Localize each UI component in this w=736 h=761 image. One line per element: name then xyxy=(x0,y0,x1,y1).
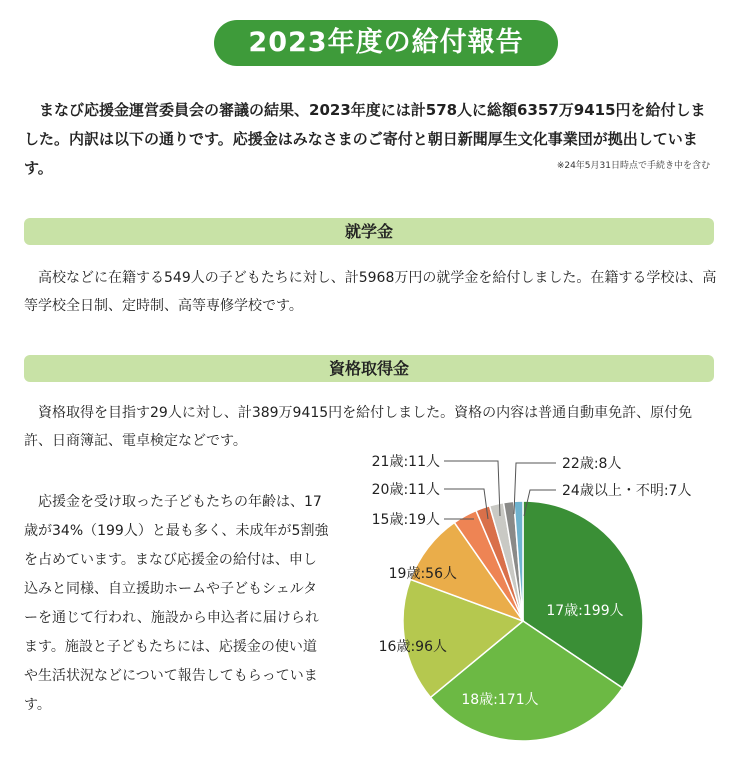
section-heading-qualification: 資格取得金 xyxy=(24,355,714,382)
intro-footnote: ※24年5月31日時点で手続き中を含む xyxy=(556,161,710,171)
qualification-paragraph: 資格取得を目指す29人に対し、計389万9415円を給付しました。資格の内容は普通自動車免許、原付免許、日商簿記、電卓検定などです。 xyxy=(24,405,693,449)
pie-slice-label: 16歳:96人 xyxy=(378,639,447,655)
scholarship-paragraph: 高校などに在籍する549人の子どもたちに対し、計5968万円の就学金を給付しました。在籍する学校は、高等学校全日制、定時制、高等専修学校です。 xyxy=(24,270,717,314)
pie-slice-label: 21歳:11人 xyxy=(371,454,440,470)
pie-slice-label: 18歳:171人 xyxy=(461,692,539,708)
pie-slice-label: 17歳:199人 xyxy=(546,603,624,619)
page-title: 2023年度の給付報告 xyxy=(214,20,558,66)
pie-slice-label: 19歳:56人 xyxy=(388,566,457,582)
pie-slice-label: 24歳以上・不明:7人 xyxy=(562,483,692,499)
intro-paragraph: まなび応援金運営委員会の審議の結果、2023年度には計578人に総額6357万9415円を給付しました。内訳は以下の通りです。応援金はみなさまのご寄付と朝日新聞厚生文化事業団が拠出しています。 xyxy=(24,101,706,177)
pie-slice-label: 20歳:11人 xyxy=(371,482,440,498)
pie-slice-label: 15歳:19人 xyxy=(371,512,440,528)
pie-slice-label: 22歳:8人 xyxy=(562,456,622,472)
section-heading-scholarship: 就学金 xyxy=(24,218,714,245)
age-distribution-paragraph: 応援金を受け取った子どもたちの年齢は、17歳が34%（199人）と最も多く、未成年が5割強を占めています。まなび応援金の給付は、申し込みと同様、自立援助ホームや子どもシェルターを通じて行われ、施設から申込者に届けられます。施設と子どもたちには、応援金の使い道や生活状況などについて報告してもらっています。 xyxy=(24,494,329,713)
